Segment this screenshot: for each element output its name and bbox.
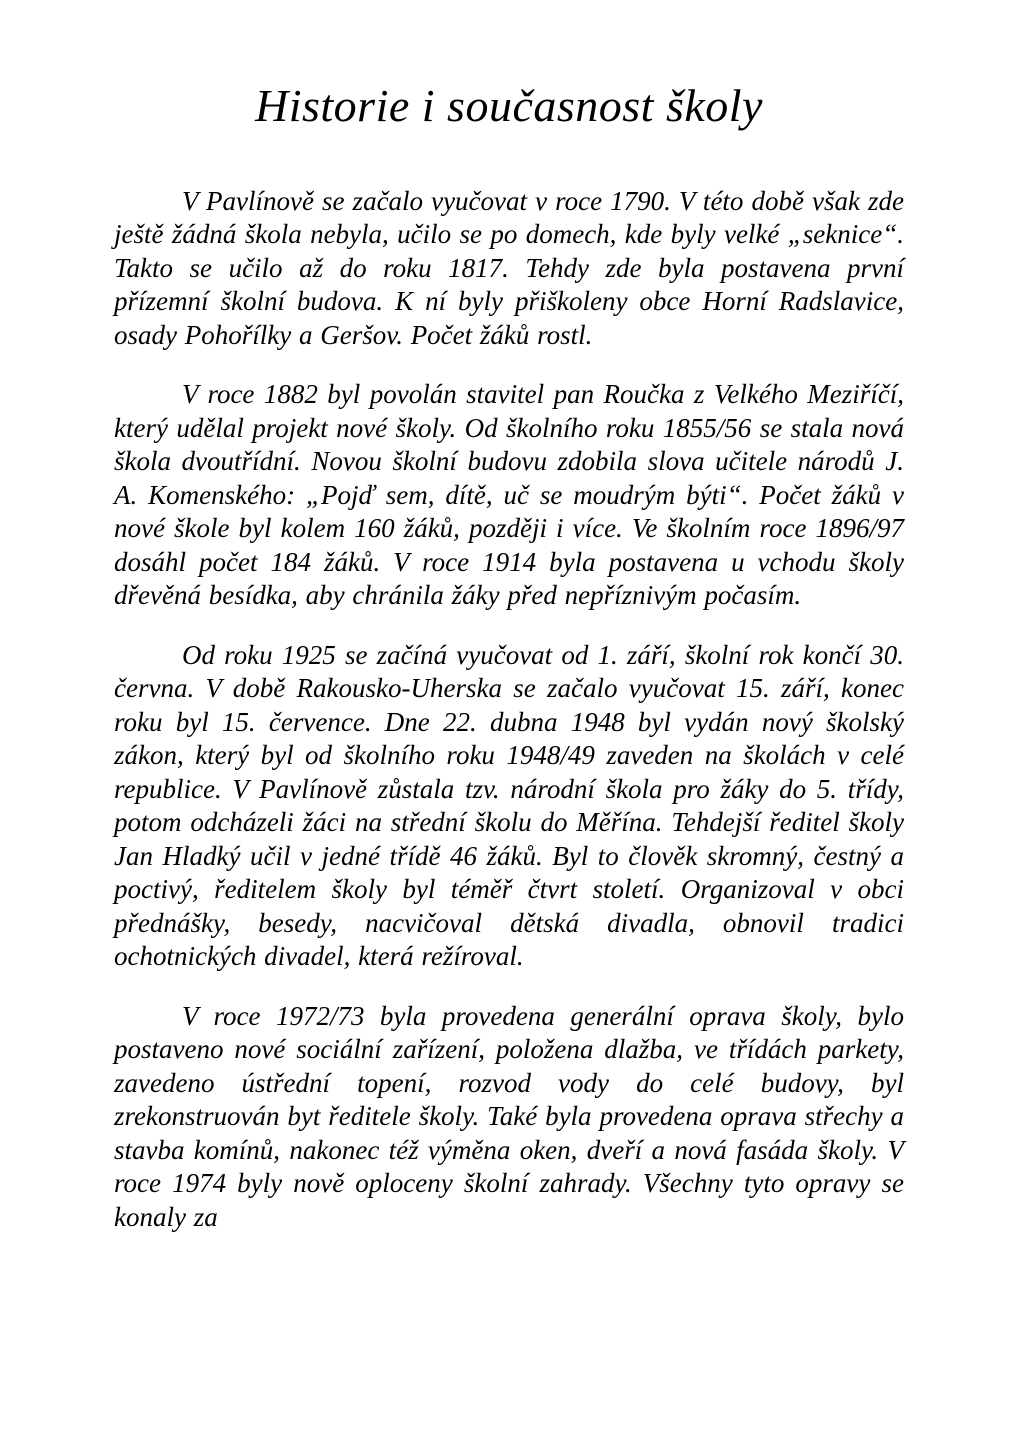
paragraph-history-1972: V roce 1972/73 byla provedena generální oprava školy, bylo postaveno nové sociální zařízení, položena dlažba, ve třídách parkety, zavedeno ústřední topení, rozvod vody do celé budovy, byl zrekonstruován byt ředitele školy. Také byla provedena oprava střechy a stavba komínů, nakonec též výměna oken, dveří a nová fasáda školy. V roce 1974 byly nově oploceny školní zahrady. Všechny tyto opravy se konaly za <box>114 1000 904 1232</box>
paragraph-history-1790: V Pavlínově se začalo vyučovat v roce 1790. V této době však zde ještě žádná škola nebyla, učilo se po domech, kde byly velké „seknice“. Takto se učilo až do roku 1817. Tehdy zde byla postavena první přízemní školní budova. K ní byly přiškoleny obce Horní Radslavice, osady Pohořílky a Geršov. Počet žáků rostl. <box>114 185 904 350</box>
document-title: Historie i současnost školy <box>255 80 763 131</box>
document-body <box>114 185 904 1235</box>
paragraph-history-1925: Od roku 1925 se začíná vyučovat od 1. září, školní rok končí 30. června. V době Rakousko-Uherska se začalo vyučovat 15. září, konec roku byl 15. července. Dne 22. dubna 1948 byl vydán nový školský zákon, který byl od školního roku 1948/49 zaveden na školách v celé republice. V Pavlínově zůstala tzv. národní škola pro žáky do 5. třídy, potom odcházeli žáci na střední školu do Měřína. Tehdejší ředitel školy Jan Hladký učil v jedné třídě 46 žáků. Byl to člověk skromný, čestný a poctivý, ředitelem školy byl téměř čtvrt století. Organizoval v obci přednášky, besedy, nacvičoval dětská divadla, obnovil tradici ochotnických divadel, která režíroval. <box>114 639 904 972</box>
paragraph-history-1882: V roce 1882 byl povolán stavitel pan Roučka z Velkého Meziříčí, který udělal projekt nové školy. Od školního roku 1855/56 se stala nová škola dvoutřídní. Novou školní budovu zdobila slova učitele národů J. A. Komenského: „Pojď sem, dítě, uč se moudrým býti“. Počet žáků v nové škole byl kolem 160 žáků, později i více. Ve školním roce 1896/97 dosáhl počet 184 žáků. V roce 1914 byla postavena u vchodu školy dřevěná besídka, aby chránila žáky před nepříznivým počasím. <box>114 379 904 611</box>
